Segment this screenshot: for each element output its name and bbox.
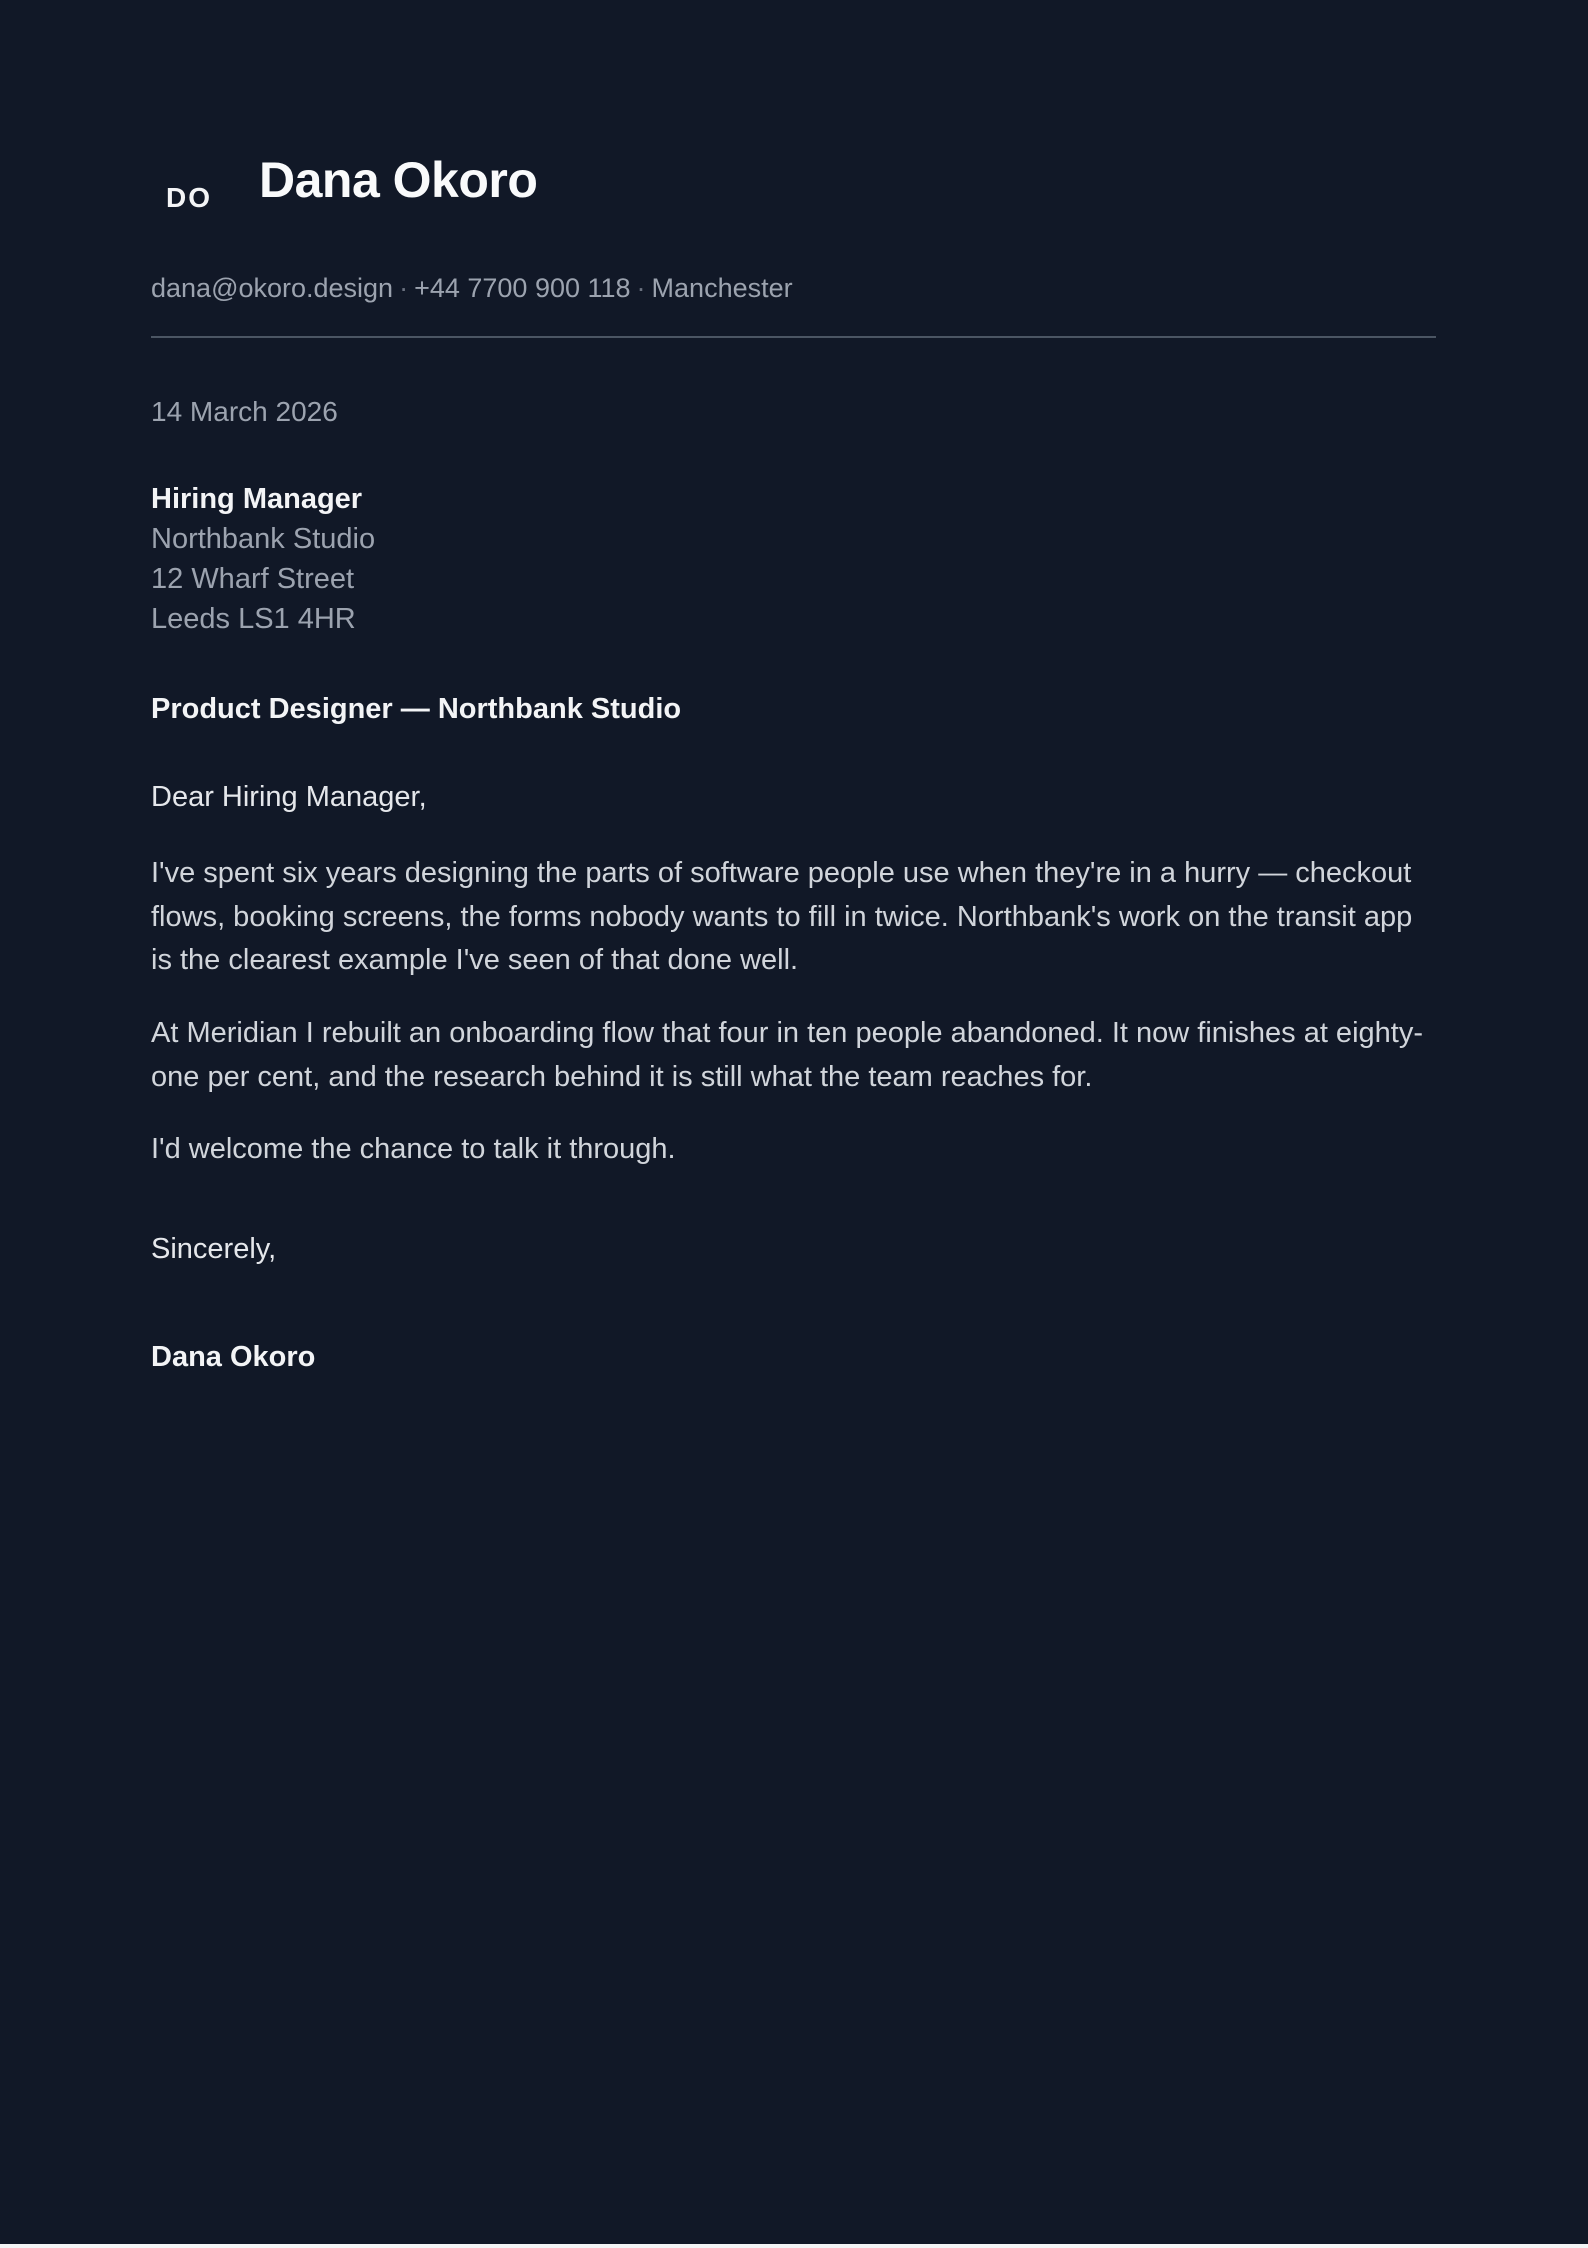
letter-date: 14 March 2026 xyxy=(151,396,338,427)
contact-separator: · xyxy=(399,273,409,303)
recipient-company: Northbank Studio xyxy=(151,523,376,555)
recipient-name: Hiring Manager xyxy=(151,483,363,515)
salutation: Dear Hiring Manager, xyxy=(151,781,427,813)
recipient-block xyxy=(151,479,375,639)
body-paragraph: I've spent six years designing the parts of software people use when they're in a hurry — checkout flows, booking screens, the forms nobody wants to fill in twice. Northbank's work on the transit app is the clearest example I've seen of that done well. xyxy=(151,857,1413,976)
sender-name: Dana Okoro xyxy=(259,152,538,208)
page-bottom-edge xyxy=(0,2244,1588,2248)
subject-line: Product Designer — Northbank Studio xyxy=(151,693,682,725)
body-paragraph: I'd welcome the chance to talk it through. xyxy=(151,1133,676,1165)
email-link[interactable]: dana@okoro.design xyxy=(151,273,394,303)
phone-number[interactable]: +44 7700 900 118 xyxy=(414,273,631,303)
letter-header xyxy=(151,140,1436,220)
contact-line xyxy=(151,268,793,308)
recipient-street: 12 Wharf Street xyxy=(151,563,355,595)
monogram: DO xyxy=(166,182,212,213)
body-paragraph: At Meridian I rebuilt an onboarding flow that four in ten people abandoned. It now finishes at eighty-one per cent, and the research behind it is still what the team reaches for. xyxy=(151,1017,1423,1093)
recipient-city: Leeds LS1 4HR xyxy=(151,603,356,635)
contact-separator: · xyxy=(636,273,646,303)
header-divider xyxy=(151,336,1436,338)
city: Manchester xyxy=(651,273,793,303)
closing: Sincerely, xyxy=(151,1233,277,1265)
signature-name: Dana Okoro xyxy=(151,1341,316,1373)
